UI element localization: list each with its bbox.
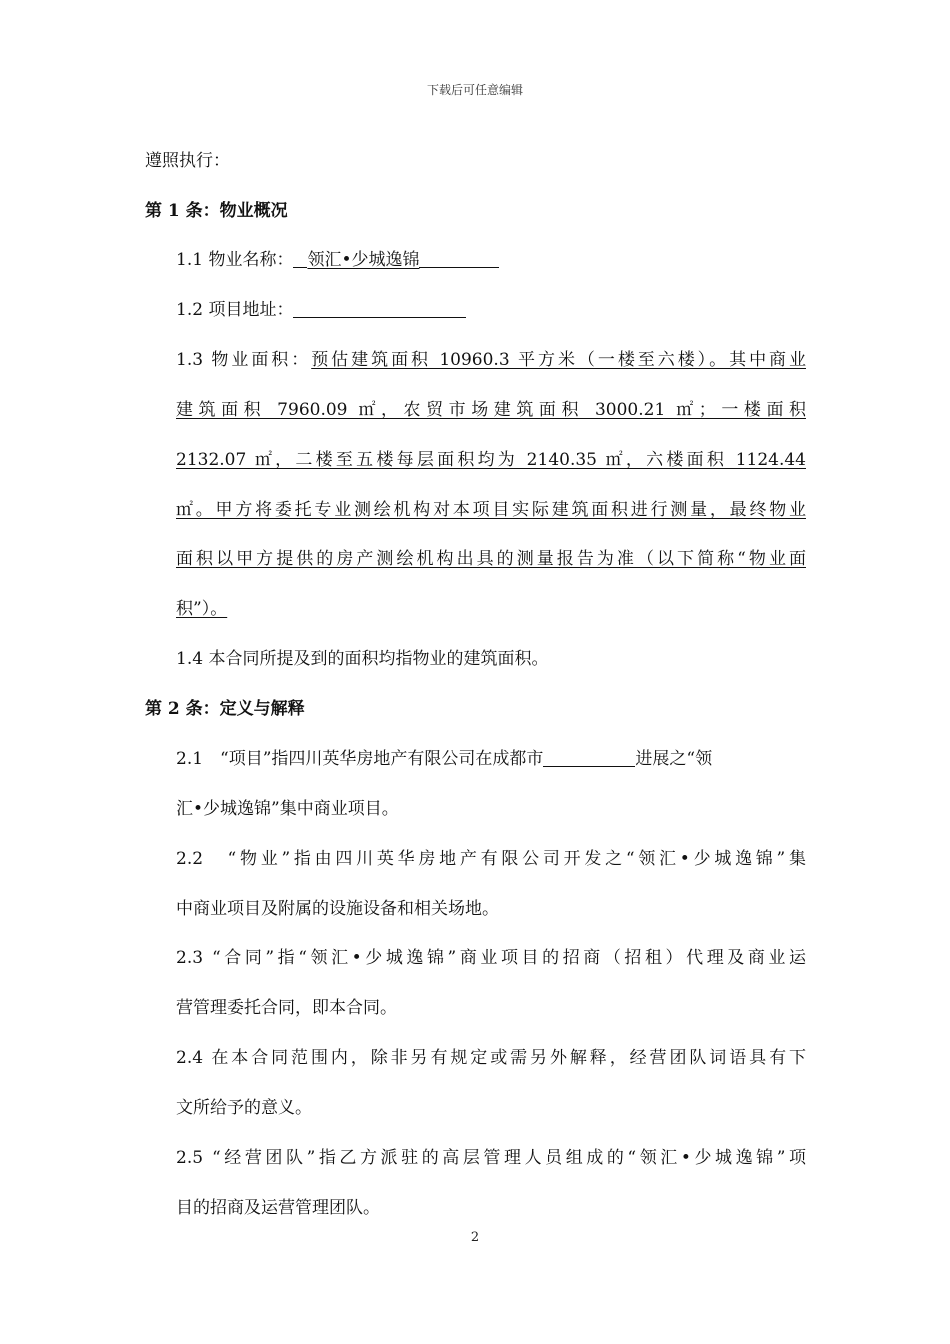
property-name-value: 领汇•少城逸锦 — [307, 250, 420, 270]
clause-1-1-label: 1.1 物业名称： — [176, 250, 294, 270]
area-text-4: ㎡。甲方将委托专业测绘机构对本项目实际建筑面积进行测量，最终物业 — [176, 500, 806, 520]
page-header: 下载后可任意编辑 — [426, 83, 523, 97]
clause-1-1 — [176, 248, 499, 272]
clause-1-3-label: 1.3 物业面积： — [176, 350, 312, 370]
clause-2-1-line-1 — [176, 747, 806, 771]
area-text-2: 建筑面积 7960.09 ㎡，农贸市场建筑面积 3000.21 ㎡；一楼面积 — [176, 400, 806, 420]
clause-2-4-line-2: 文所给予的意义。 — [176, 1098, 312, 1118]
clause-1-4: 1.4 本合同所提及到的面积均指物业的建筑面积。 — [176, 649, 549, 669]
clause-2-1-line-2: 汇•少城逸锦”集中商业项目。 — [176, 799, 399, 819]
clause-1-2-label: 1.2 项目地址： — [176, 300, 294, 320]
clause-2-5-line-2: 目的招商及运营管理团队。 — [176, 1198, 380, 1218]
area-text-3: 2132.07 ㎡，二楼至五楼每层面积均为 2140.35 ㎡，六楼面积 1124.44 — [176, 450, 806, 470]
project-address-blank — [293, 299, 466, 318]
city-district-blank — [543, 748, 635, 767]
clause-2-1-text-b: 进展之“领 — [635, 749, 713, 769]
article-1-title: 第 1 条：物业概况 — [145, 201, 288, 221]
clause-2-5-line-1: 2.5 “经营团队”指乙方派驻的高层管理人员组成的“领汇•少城逸锦”项 — [176, 1148, 806, 1168]
area-text-5: 面积以甲方提供的房产测绘机构出具的测量报告为准（以下简称“物业面 — [176, 549, 806, 569]
clause-2-1-text-a: 2.1 “项目”指四川英华房地产有限公司在成都市 — [176, 749, 544, 769]
area-text-6: 积”）。 — [176, 599, 228, 619]
clause-2-2-line-1: 2.2 “物业”指由四川英华房地产有限公司开发之“领汇•少城逸锦”集 — [176, 849, 806, 869]
intro-line: 遵照执行： — [145, 151, 230, 171]
clause-2-3-line-1: 2.3 “合同”指“领汇•少城逸锦”商业项目的招商（招租）代理及商业运 — [176, 948, 806, 968]
page-number: 2 — [470, 1230, 480, 1245]
clause-2-3-line-2: 营管理委托合同，即本合同。 — [176, 998, 397, 1018]
area-text-1: 预估建筑面积 10960.3 平方米（一楼至六楼）。其中商业 — [311, 350, 806, 370]
article-2-title: 第 2 条：定义与解释 — [145, 699, 305, 719]
clause-1-3-line-1 — [176, 348, 806, 372]
clause-2-4-line-1: 2.4 在本合同范围内，除非另有规定或需另外解释，经营团队词语具有下 — [176, 1048, 806, 1068]
clause-2-2-line-2: 中商业项目及附属的设施设备和相关场地。 — [176, 899, 499, 919]
clause-1-2 — [176, 298, 466, 322]
